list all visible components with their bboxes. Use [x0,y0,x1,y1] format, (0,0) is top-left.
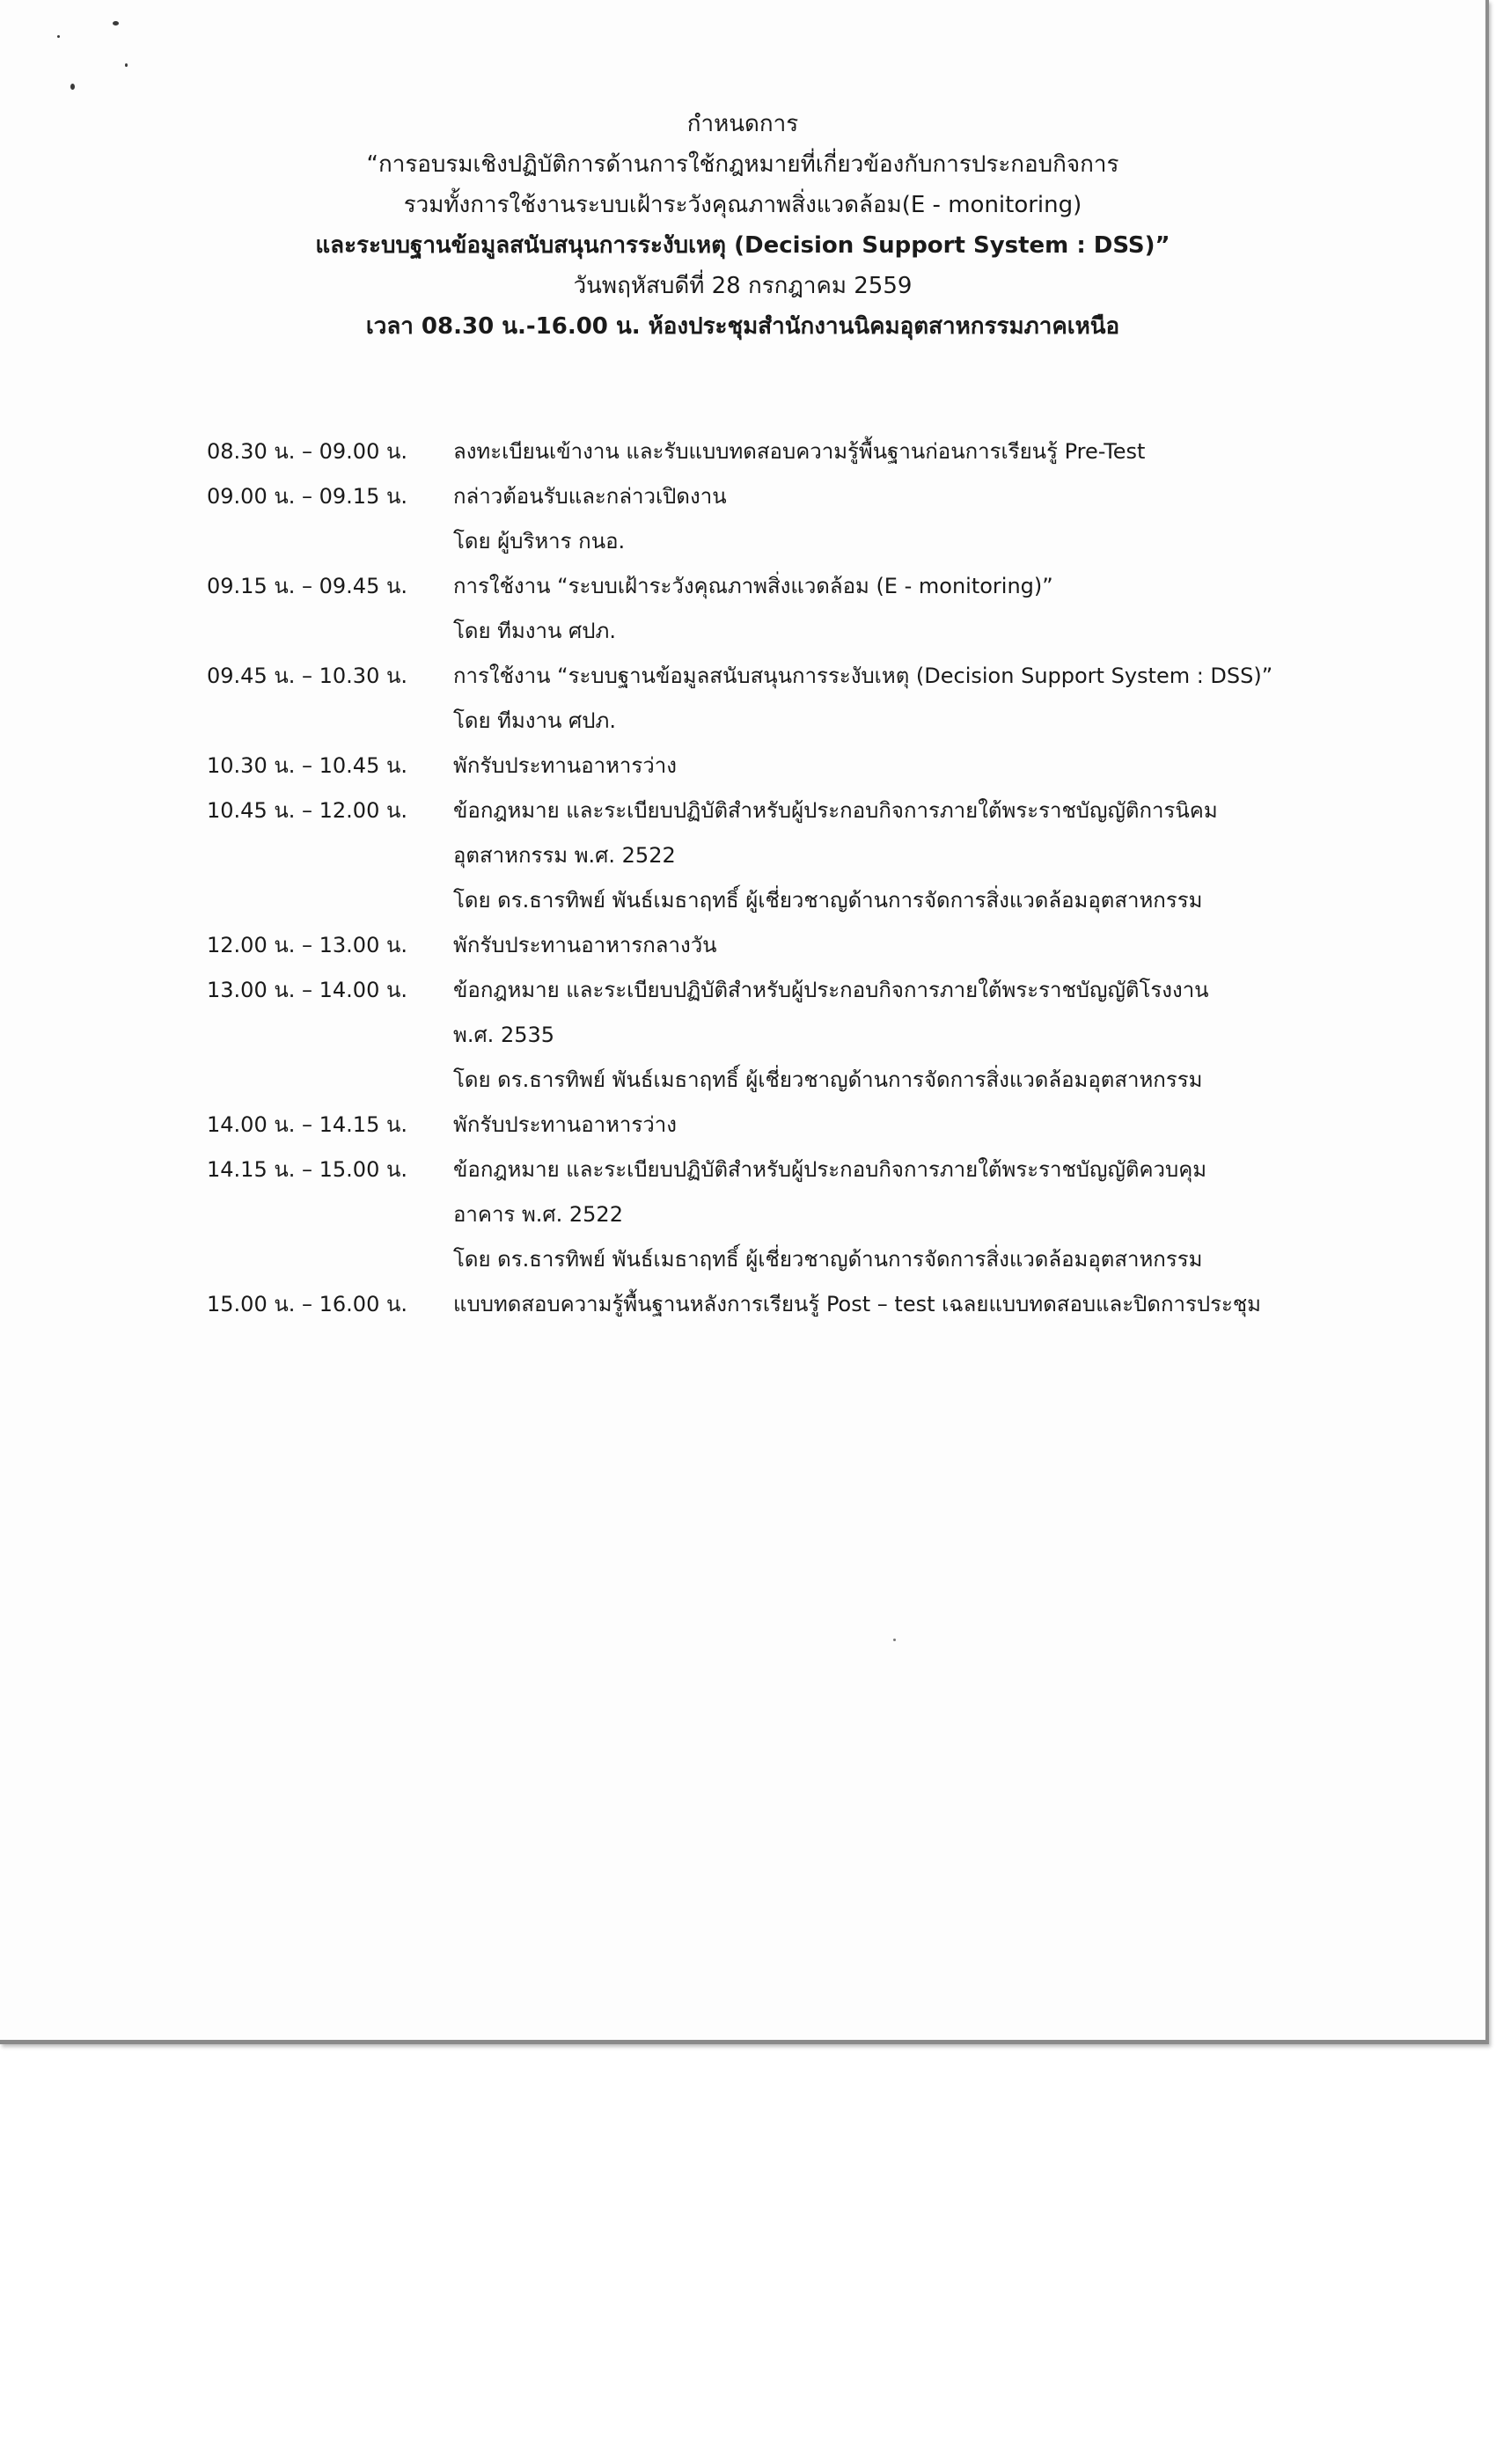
schedule-activity: การใช้งาน “ระบบฐานข้อมูลสนับสนุนการระงับเหตุ (Decision Support System : DSS)” [453,664,1273,688]
schedule-row [207,1282,1456,1327]
schedule-time: 09.00 น. – 09.15 น. [207,484,407,509]
schedule-time: 15.00 น. – 16.00 น. [207,1292,407,1316]
schedule-activity-continued: อุตสาหกรรม พ.ศ. 2522 [453,843,676,868]
schedule-activity: ลงทะเบียนเข้างาน และรับแบบทดสอบความรู้พื้นฐานก่อนการเรียนรู้ Pre-Test [453,439,1146,464]
scan-speck [57,35,60,38]
schedule-row [207,744,1456,788]
schedule-activity: แบบทดสอบความรู้พื้นฐานหลังการเรียนรู้ Post – test เฉลยแบบทดสอบและปิดการประชุม [453,1292,1261,1316]
header-title: กำหนดการ [686,111,799,137]
schedule-time: 14.15 น. – 15.00 น. [207,1157,407,1182]
schedule-speaker: โดย ดร.ธารทิพย์ พันธ์เมธาฤทธิ์ ผู้เชี่ยวชาญด้านการจัดการสิ่งแวดล้อมอุตสาหกรรม [453,1067,1203,1092]
header-time-venue: เวลา 08.30 น.-16.00 น. ห้องประชุมสำนักงานนิคมอุตสาหกรรมภาคเหนือ [365,313,1120,340]
schedule-row [207,654,1456,744]
schedule-time: 12.00 น. – 13.00 น. [207,933,407,957]
header-date: วันพฤหัสบดีที่ 28 กรกฎาคม 2559 [573,273,913,299]
schedule-activity: ข้อกฎหมาย และระเบียบปฏิบัติสำหรับผู้ประกอบกิจการภายใต้พระราชบัญญัติโรงงาน [453,978,1209,1002]
scan-speck [125,63,128,67]
schedule-time: 08.30 น. – 09.00 น. [207,439,407,464]
schedule-activity-continued: พ.ศ. 2535 [453,1023,555,1047]
schedule-list [207,429,1456,1327]
document-header [0,104,1485,347]
schedule-time: 14.00 น. – 14.15 น. [207,1112,407,1137]
header-subject-line-2: รวมทั้งการใช้งานระบบเฝ้าระวังคุณภาพสิ่งแวดล้อม(E - monitoring) [403,192,1082,218]
schedule-row [207,1148,1456,1282]
schedule-speaker: โดย ดร.ธารทิพย์ พันธ์เมธาฤทธิ์ ผู้เชี่ยวชาญด้านการจัดการสิ่งแวดล้อมอุตสาหกรรม [453,1247,1203,1272]
schedule-activity-continued: อาคาร พ.ศ. 2522 [453,1202,623,1227]
header-subject-line-3: และระบบฐานข้อมูลสนับสนุนการระงับเหตุ (Decision Support System : DSS)” [315,232,1170,259]
schedule-row [207,564,1456,654]
schedule-speaker: โดย ทีมงาน ศปภ. [453,619,616,643]
header-subject-line-1: “การอบรมเชิงปฏิบัติการด้านการใช้กฎหมายที่เกี่ยวข้องกับการประกอบกิจการ [366,151,1119,178]
schedule-time: 10.45 น. – 12.00 น. [207,798,407,823]
schedule-row [207,923,1456,968]
schedule-activity: พักรับประทานอาหารกลางวัน [453,933,717,957]
schedule-time: 10.30 น. – 10.45 น. [207,753,407,778]
schedule-time: 13.00 น. – 14.00 น. [207,978,407,1002]
schedule-row [207,474,1456,564]
scan-speck [70,84,75,90]
schedule-time: 09.15 น. – 09.45 น. [207,574,407,598]
schedule-speaker: โดย ผู้บริหาร กนอ. [453,529,626,554]
schedule-activity: พักรับประทานอาหารว่าง [453,753,677,778]
schedule-speaker: โดย ทีมงาน ศปภ. [453,708,616,733]
schedule-row [207,1103,1456,1148]
schedule-row [207,788,1456,923]
schedule-activity: ข้อกฎหมาย และระเบียบปฏิบัติสำหรับผู้ประกอบกิจการภายใต้พระราชบัญญัติควบคุม [453,1157,1207,1182]
schedule-activity: กล่าวต้อนรับและกล่าวเปิดงาน [453,484,727,509]
schedule-time: 09.45 น. – 10.30 น. [207,664,407,688]
scan-speck [113,21,119,26]
schedule-speaker: โดย ดร.ธารทิพย์ พันธ์เมธาฤทธิ์ ผู้เชี่ยวชาญด้านการจัดการสิ่งแวดล้อมอุตสาหกรรม [453,888,1203,913]
schedule-row [207,968,1456,1103]
schedule-activity: การใช้งาน “ระบบเฝ้าระวังคุณภาพสิ่งแวดล้อม (E - monitoring)” [453,574,1053,598]
scan-speck [893,1639,896,1641]
schedule-row [207,429,1456,474]
schedule-activity: พักรับประทานอาหารว่าง [453,1112,677,1137]
schedule-activity: ข้อกฎหมาย และระเบียบปฏิบัติสำหรับผู้ประกอบกิจการภายใต้พระราชบัญญัติการนิคม [453,798,1218,823]
